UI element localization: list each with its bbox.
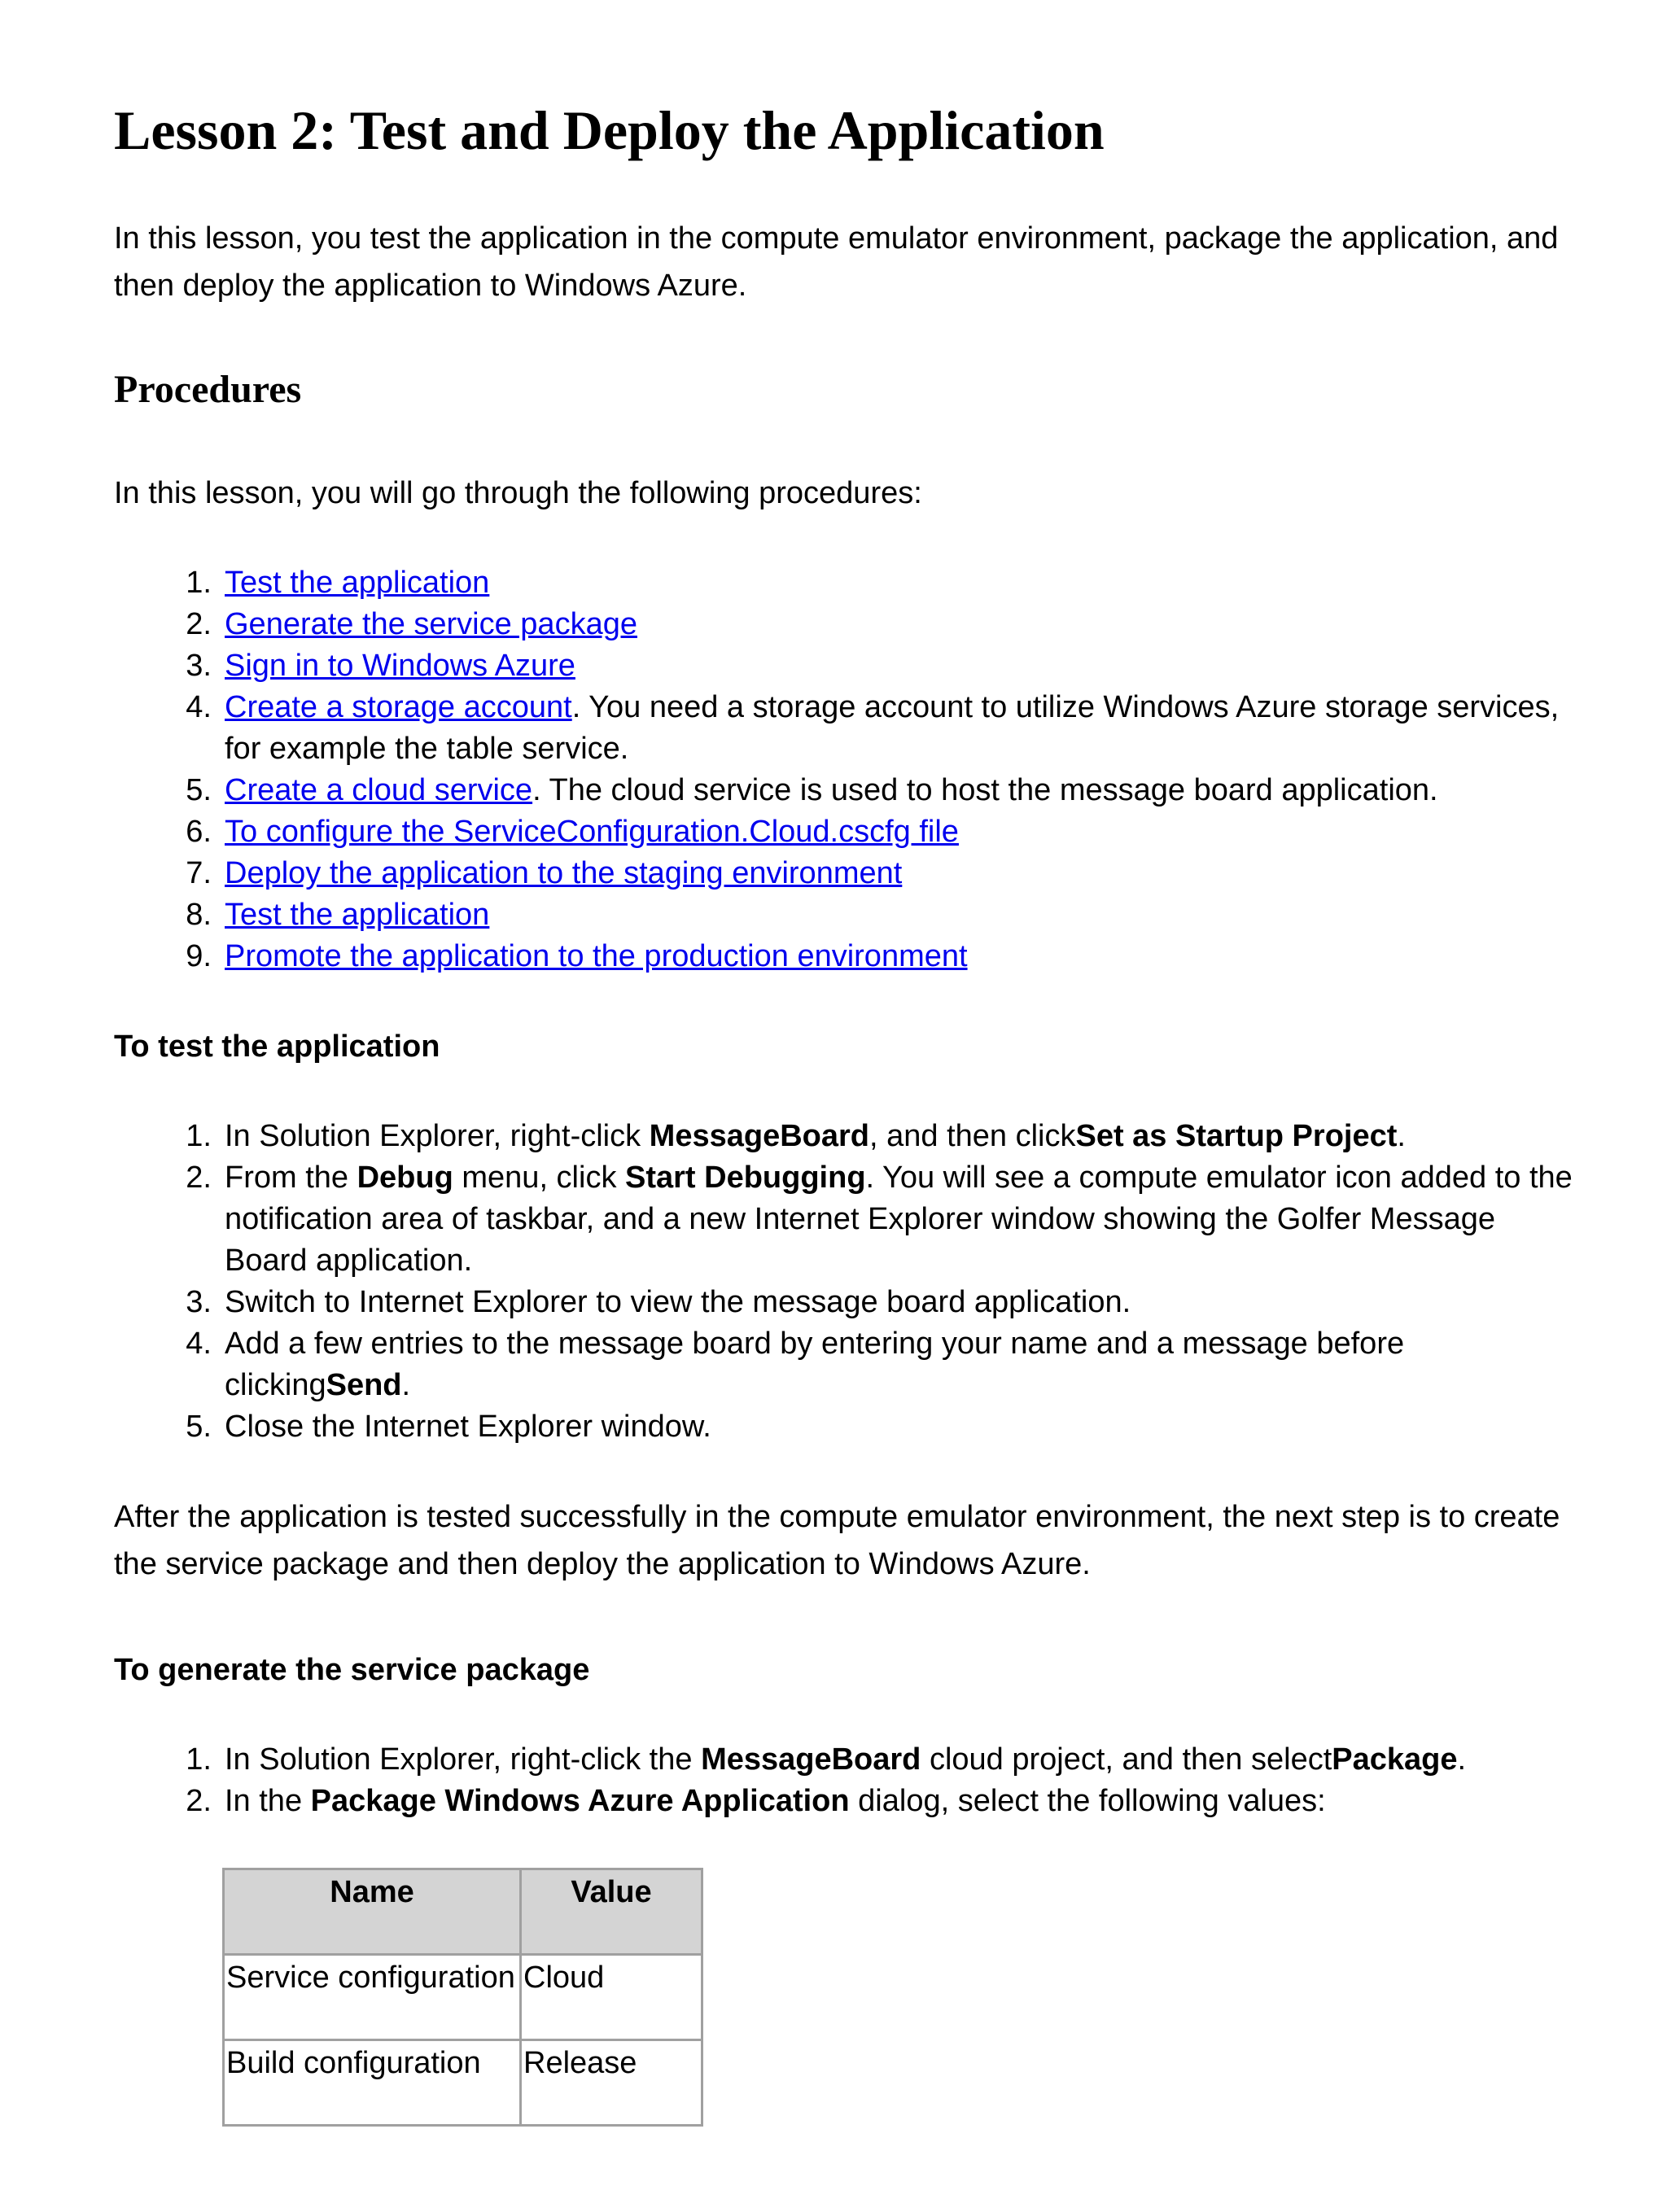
- link-test-application[interactable]: Test the application: [225, 566, 490, 601]
- list-number: 1.: [186, 1742, 212, 1777]
- list-item: [114, 1323, 1579, 1406]
- table-row: [224, 2040, 702, 2126]
- intro-paragraph: In this lesson, you test the application in the compute emulator environment, package the application, and then deploy the application to Windows Azure.: [114, 221, 1559, 303]
- list-text: In Solution Explorer, right-click MessageBoard, and then clickSet as Startup Project.: [225, 1119, 1406, 1154]
- list-text: [225, 562, 1579, 604]
- procedures-heading: Procedures: [114, 367, 302, 411]
- list-text: [225, 853, 1579, 894]
- list-item: [114, 894, 1579, 936]
- list-number: 3.: [186, 649, 212, 684]
- link-deploy-staging[interactable]: Deploy the application to the staging environment: [225, 856, 903, 891]
- list-item: [114, 1739, 1579, 1781]
- list-text: Close the Internet Explorer window.: [225, 1410, 711, 1445]
- list-number: 6.: [186, 815, 212, 850]
- list-number: 1.: [186, 1119, 212, 1154]
- procedures-lead: In this lesson, you will go through the following procedures:: [114, 476, 922, 511]
- test-steps-list: [114, 1116, 1579, 1448]
- link-generate-service-package[interactable]: Generate the service package: [225, 607, 637, 642]
- list-text: [225, 604, 1579, 645]
- list-number: 2.: [186, 607, 212, 642]
- table-cell: Release: [521, 2040, 702, 2126]
- list-number: 3.: [186, 1285, 212, 1320]
- list-number: 2.: [186, 1161, 212, 1196]
- document-page: [114, 98, 1579, 2127]
- table-cell: Service configuration: [224, 1955, 521, 2040]
- test-section-heading: To test the application: [114, 1029, 440, 1064]
- list-number: 7.: [186, 856, 212, 891]
- list-item: [114, 562, 1579, 604]
- table-row: [224, 1955, 702, 2040]
- list-text: [225, 811, 1579, 853]
- list-item: [114, 645, 1579, 687]
- table-header-row: [224, 1869, 702, 1955]
- table-cell: Build configuration: [224, 2040, 521, 2126]
- list-text: [225, 894, 1579, 936]
- list-item: [114, 936, 1579, 977]
- list-text: Create a cloud service. The cloud service is used to host the message board application.: [225, 773, 1438, 808]
- list-item: [114, 687, 1579, 770]
- list-text: In the Package Windows Azure Application dialog, select the following values:: [225, 1784, 1326, 1819]
- list-text: In Solution Explorer, right-click the MessageBoard cloud project, and then selectPackage.: [225, 1742, 1467, 1777]
- list-item: [114, 853, 1579, 894]
- after-test-paragraph: After the application is tested successfully in the compute emulator environment, the next step is to create the service package and then deploy the application to Windows Azure.: [114, 1500, 1560, 1582]
- list-item: [114, 811, 1579, 853]
- list-number: 1.: [186, 566, 212, 601]
- list-item: [114, 1116, 1579, 1157]
- list-number: 2.: [186, 1784, 212, 1819]
- page-title: Lesson 2: Test and Deploy the Application: [114, 99, 1105, 161]
- list-item: [114, 1282, 1579, 1323]
- link-create-storage-account[interactable]: Create a storage account: [225, 690, 572, 725]
- list-number: 5.: [186, 1410, 212, 1445]
- list-number: 9.: [186, 939, 212, 974]
- list-number: 5.: [186, 773, 212, 808]
- list-text: [225, 936, 1579, 977]
- procedures-list: [114, 562, 1579, 977]
- link-configure-cscfg[interactable]: To configure the ServiceConfiguration.Cloud.cscfg file: [225, 815, 959, 850]
- list-text: Create a storage account. You need a storage account to utilize Windows Azure storage services, for example the table service.: [225, 690, 1560, 767]
- list-item: [114, 1781, 1579, 1822]
- list-text: Switch to Internet Explorer to view the message board application.: [225, 1285, 1131, 1320]
- list-item: [114, 604, 1579, 645]
- list-number: 8.: [186, 898, 212, 933]
- package-values-table: [222, 1868, 703, 2127]
- list-number: 4.: [186, 690, 212, 725]
- link-promote-production[interactable]: Promote the application to the production environment: [225, 939, 968, 974]
- link-test-application-2[interactable]: Test the application: [225, 898, 490, 933]
- table-header-value: Value: [521, 1869, 702, 1955]
- link-create-cloud-service[interactable]: Create a cloud service: [225, 773, 533, 808]
- list-item: [114, 1157, 1579, 1282]
- list-number: 4.: [186, 1327, 212, 1362]
- table-cell: Cloud: [521, 1955, 702, 2040]
- table-header-name: Name: [224, 1869, 521, 1955]
- list-item: [114, 770, 1579, 811]
- link-sign-in-azure[interactable]: Sign in to Windows Azure: [225, 649, 575, 684]
- list-text: [225, 645, 1579, 687]
- list-text: Add a few entries to the message board by entering your name and a message before clickingSend.: [225, 1327, 1405, 1403]
- package-steps-list: [114, 1739, 1579, 1822]
- list-text: From the Debug menu, click Start Debugging. You will see a compute emulator icon added to the notification area of taskbar, and a new Internet Explorer window showing the Golfer Message Board application.: [225, 1161, 1573, 1279]
- package-section-heading: To generate the service package: [114, 1653, 590, 1688]
- list-item: [114, 1406, 1579, 1448]
